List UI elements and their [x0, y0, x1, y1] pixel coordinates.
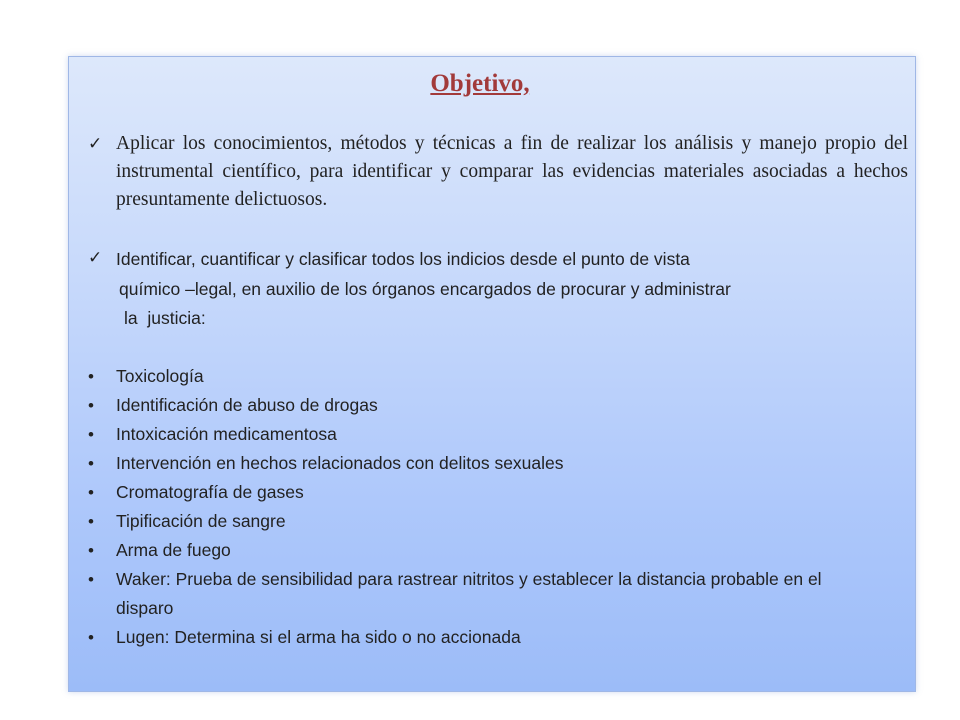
list-item: • Cromatografía de gases: [88, 478, 908, 507]
list-item: • Waker: Prueba de sensibilidad para rastrear nitritos y establecer la distancia probable en el disparo: [88, 565, 876, 623]
bullet-icon: •: [88, 483, 94, 502]
bullet-icon: •: [88, 367, 94, 386]
checkmark-icon: ✓: [88, 248, 103, 268]
list-item: • Intoxicación medicamentosa: [88, 420, 908, 449]
bullet-icon: •: [88, 628, 94, 647]
checkmark-icon: ✓: [88, 134, 103, 154]
objective-1-text: Aplicar los conocimientos, métodos y técnicas a fin de realizar los análisis y manejo propio del instrumental científico, para identificar y comparar las evidencias materiales asociadas a hechos presuntamente delictuosos.: [116, 133, 908, 210]
bullet-icon: •: [88, 541, 94, 560]
bullet-icon: •: [88, 396, 94, 415]
list-item: • Tipificación de sangre: [88, 507, 908, 536]
slide-title: Objetivo,: [430, 70, 530, 97]
bullet-icon: •: [88, 425, 94, 444]
objective-2-line-1: Identificar, cuantificar y clasificar todos los indicios desde el punto de vista: [116, 249, 690, 269]
bullet-icon: •: [88, 570, 94, 589]
bullet-icon: •: [88, 512, 94, 531]
list-item: • Intervención en hechos relacionados con delitos sexuales: [88, 449, 908, 478]
bullet-icon: •: [88, 454, 94, 473]
list-item: • Identificación de abuso de drogas: [88, 391, 908, 420]
objective-2-line-3: la justicia:: [124, 308, 206, 328]
objective-2-line-2: químico –legal, en auxilio de los órganos encargados de procurar y administrar: [119, 279, 731, 299]
bullet-list: [88, 362, 908, 652]
list-item: • Arma de fuego: [88, 536, 908, 565]
list-item: • Toxicología: [88, 362, 908, 391]
list-item: • Lugen: Determina si el arma ha sido o no accionada: [88, 623, 908, 652]
